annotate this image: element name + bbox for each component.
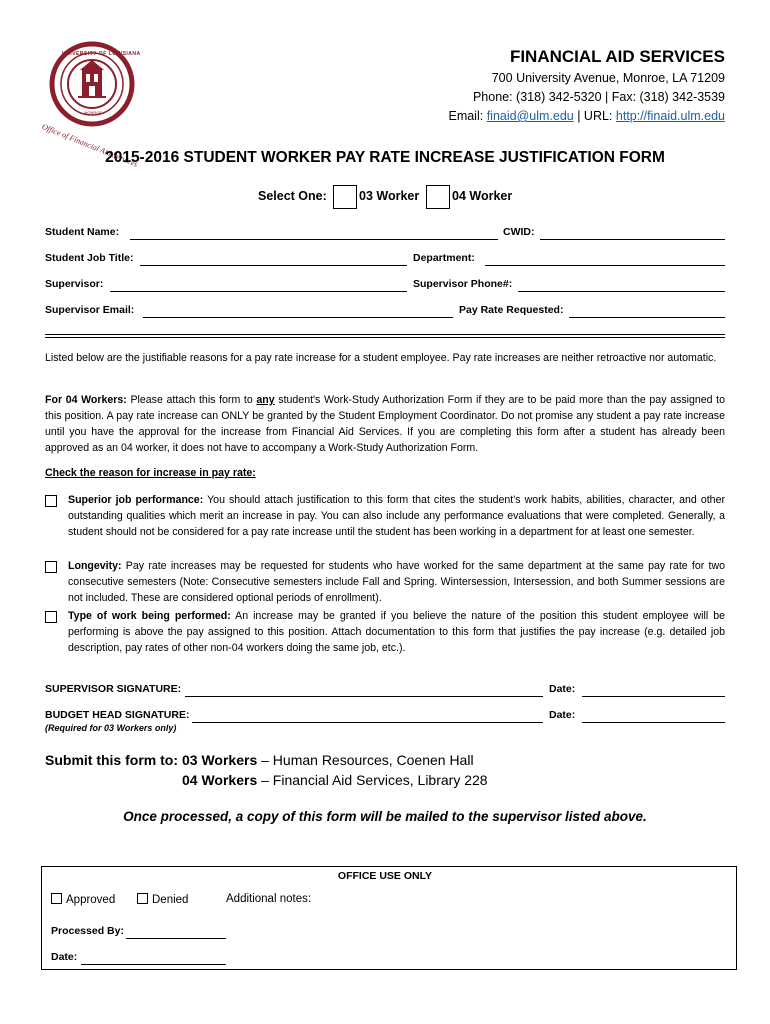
reason-work-type-label: Type of work being performed: — [68, 610, 231, 622]
supervisor-signature-label: SUPERVISOR SIGNATURE: — [45, 683, 182, 695]
for04-any: any — [256, 394, 275, 406]
reason-longevity-label: Longevity: — [68, 560, 122, 572]
seal-bottom-text: MONROE — [84, 110, 102, 115]
student-name-field[interactable] — [130, 227, 498, 240]
reason-superior-label: Superior job performance: — [68, 494, 204, 506]
office-address: 700 University Avenue, Monroe, LA 71209 — [491, 71, 725, 85]
department-label: Department: — [413, 252, 475, 264]
submit-03-label: 03 Workers — [182, 752, 258, 768]
intro-paragraph: Listed below are the justifiable reasons for a pay rate increase for a student employee. Pay rate increases are neither retroactive nor automatic. — [45, 352, 717, 364]
office-date-field[interactable] — [81, 952, 226, 965]
url-link[interactable]: http://finaid.ulm.edu — [615, 109, 725, 123]
reason-work-type-checkbox[interactable] — [45, 610, 57, 628]
office-date-label: Date: — [51, 951, 78, 963]
seal-top-text: UNIVERSITY OF LOUISIANA — [62, 51, 141, 57]
seal-outer-text: Office of Financial Aid Services — [40, 122, 140, 169]
pay-rate-field[interactable] — [569, 305, 725, 318]
department-field[interactable] — [485, 253, 725, 266]
budget-head-date-field[interactable] — [582, 710, 725, 723]
job-title-label: Student Job Title: — [45, 252, 134, 264]
supervisor-phone-label: Supervisor Phone#: — [413, 278, 513, 290]
budget-head-signature-field[interactable] — [192, 710, 543, 723]
submit-label: Submit this form to: — [45, 752, 178, 768]
supervisor-field[interactable] — [110, 279, 407, 292]
office-use-heading: OFFICE USE ONLY — [337, 870, 433, 882]
pay-rate-label: Pay Rate Requested: — [459, 304, 564, 316]
supervisor-date-field[interactable] — [582, 684, 725, 697]
email-label: Email: — [448, 109, 487, 123]
for04-label: For 04 Workers: — [45, 394, 127, 406]
supervisor-email-field[interactable] — [143, 305, 453, 318]
cwid-label: CWID: — [503, 226, 535, 238]
submit-04-label: 04 Workers — [182, 772, 258, 788]
supervisor-signature-field[interactable] — [185, 684, 543, 697]
reasons-heading: Check the reason for increase in pay rate: — [45, 467, 256, 479]
url-separator: | URL: — [573, 109, 616, 123]
submit-04-destination: – Financial Aid Services, Library 228 — [257, 772, 488, 788]
worker-03-checkbox[interactable] — [333, 185, 357, 209]
form-title: 2015-2016 STUDENT WORKER PAY RATE INCREASE JUSTIFICATION FORM — [105, 149, 665, 166]
section-divider — [45, 334, 725, 338]
reason-superior-text: You should attach justification to this form that cites the student's work habits, abilities, character, and other outstanding qualities which merit an increase in pay. You can also include any performance evaluations that were completed. Generally, a student should not be considered for a pay rate increase until the student has been working in a department for at least one semester. — [68, 494, 725, 538]
office-contact — [448, 109, 725, 123]
submit-03-destination: – Human Resources, Coenen Hall — [257, 752, 474, 768]
worker-04-checkbox[interactable] — [426, 185, 450, 209]
processed-by-field[interactable] — [126, 926, 226, 939]
denied-checkbox[interactable] — [137, 893, 148, 904]
supervisor-date-label: Date: — [549, 683, 576, 695]
approved-label: Approved — [66, 894, 116, 906]
email-link[interactable]: finaid@ulm.edu — [486, 109, 574, 123]
office-phone: Phone: (318) 342-5320 | Fax: (318) 342-3539 — [472, 90, 725, 104]
for04-text-pre: Please attach this form to — [126, 394, 257, 406]
required-note: (Required for 03 Workers only) — [45, 723, 177, 733]
cwid-field[interactable] — [540, 227, 725, 240]
for04-paragraph — [45, 392, 725, 456]
reason-work-type — [68, 608, 725, 656]
reason-work-type-text: An increase may be granted if you believe the nature of the position this student employee will be performing is above the pay assigned to this position. Attach documentation to this form that justifies the pay increase (e.g. detailed job description, pay rates of other non-04 workers doing the same job, etc.). — [68, 610, 725, 654]
denied-label: Denied — [152, 894, 189, 906]
submit-03-line — [182, 752, 474, 768]
reason-superior — [68, 492, 725, 540]
student-name-label: Student Name: — [45, 226, 120, 238]
processed-by-label: Processed By: — [51, 925, 124, 937]
supervisor-label: Supervisor: — [45, 278, 104, 290]
processed-note: Once processed, a copy of this form will be mailed to the supervisor listed above. — [123, 809, 647, 824]
supervisor-email-label: Supervisor Email: — [45, 304, 135, 316]
approved-checkbox[interactable] — [51, 893, 62, 904]
reason-longevity-text: Pay rate increases may be requested for students who have worked for the same department at the same pay rate for two consecutive semesters (Note: Consecutive semesters include Fall and Spring. Wintersession, Intersession, and both Summer sessions are not included. These are considered optional periods of enrollment). — [68, 560, 725, 604]
supervisor-phone-field[interactable] — [518, 279, 725, 292]
for04-text-post: student's Work-Study Authorization Form if they are to be paid more than the pay assigned to this position. A pay rate increase can ONLY be granted by the Student Employment Coordinator. Do not promise any student a pay rate increase until you have the approval for the increase from Financial Aid Services. If you are completing this form after a student has already been approved as an 04 worker, it does not have to accompany a Work-Study Authorization Form. — [45, 394, 725, 454]
denied-option[interactable] — [137, 893, 188, 906]
additional-notes-label: Additional notes: — [226, 893, 312, 905]
reason-superior-checkbox[interactable] — [45, 494, 57, 512]
worker-04-label: 04 Worker — [452, 189, 513, 203]
submit-04-line — [182, 772, 488, 788]
approved-option[interactable] — [51, 893, 115, 906]
reason-longevity — [68, 558, 725, 606]
reason-longevity-checkbox[interactable] — [45, 560, 57, 578]
office-title: FINANCIAL AID SERVICES — [509, 47, 725, 66]
select-label: Select One: — [258, 189, 327, 203]
budget-head-signature-label: BUDGET HEAD SIGNATURE: — [45, 709, 190, 721]
worker-03-label: 03 Worker — [359, 189, 420, 203]
budget-head-date-label: Date: — [549, 709, 576, 721]
job-title-field[interactable] — [140, 253, 407, 266]
